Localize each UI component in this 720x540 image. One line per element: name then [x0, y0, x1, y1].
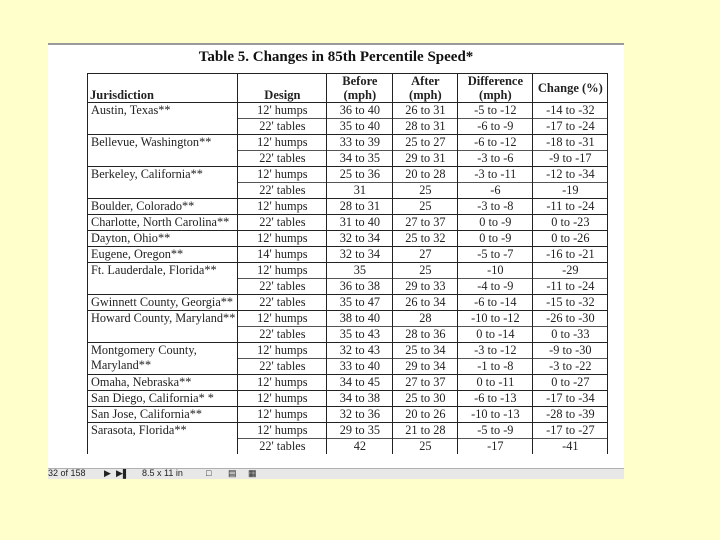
- design-cell: 12' humps: [238, 231, 327, 247]
- difference-cell: -3 to -11: [458, 167, 533, 183]
- design-cell: 12' humps: [238, 407, 327, 423]
- after-cell: 28 to 31: [393, 119, 458, 135]
- difference-cell: -10 to -13: [458, 407, 533, 423]
- table-row: [88, 199, 608, 215]
- change-cell: 0 to -26: [533, 231, 608, 247]
- after-cell: 21 to 28: [393, 423, 458, 439]
- before-cell: 38 to 40: [327, 311, 393, 327]
- after-cell: 25 to 30: [393, 391, 458, 407]
- header-after: After (mph): [393, 74, 458, 103]
- design-cell: 22' tables: [238, 279, 327, 295]
- jurisdiction-cell: Montgomery County, Maryland**: [88, 343, 238, 375]
- table-row: [88, 215, 608, 231]
- after-cell: 27 to 37: [393, 375, 458, 391]
- single-page-icon[interactable]: □: [206, 468, 212, 478]
- change-cell: -29: [533, 263, 608, 279]
- jurisdiction-cell: Dayton, Ohio**: [88, 231, 238, 247]
- change-cell: 0 to -23: [533, 215, 608, 231]
- change-cell: -11 to -24: [533, 279, 608, 295]
- design-cell: 22' tables: [238, 295, 327, 311]
- table-row: [88, 231, 608, 247]
- before-cell: 32 to 34: [327, 247, 393, 263]
- difference-cell: -6 to -13: [458, 391, 533, 407]
- jurisdiction-cell: San Diego, California* *: [88, 391, 238, 407]
- before-cell: 34 to 38: [327, 391, 393, 407]
- difference-cell: -5 to -12: [458, 103, 533, 119]
- design-cell: 12' humps: [238, 375, 327, 391]
- change-cell: -11 to -24: [533, 199, 608, 215]
- change-cell: -12 to -34: [533, 167, 608, 183]
- before-cell: 32 to 43: [327, 343, 393, 359]
- jurisdiction-cell: Gwinnett County, Georgia**: [88, 295, 238, 311]
- design-cell: 12' humps: [238, 311, 327, 327]
- difference-cell: -3 to -12: [458, 343, 533, 359]
- page-size: 8.5 x 11 in: [142, 468, 183, 478]
- design-cell: 22' tables: [238, 439, 327, 455]
- after-cell: 25: [393, 439, 458, 455]
- table-row: [88, 375, 608, 391]
- before-cell: 35 to 47: [327, 295, 393, 311]
- difference-cell: -6: [458, 183, 533, 199]
- jurisdiction-cell: Austin, Texas**: [88, 103, 238, 135]
- jurisdiction-cell: Eugene, Oregon**: [88, 247, 238, 263]
- difference-cell: 0 to -14: [458, 327, 533, 343]
- design-cell: 12' humps: [238, 103, 327, 119]
- difference-cell: -10 to -12: [458, 311, 533, 327]
- change-cell: -9 to -30: [533, 343, 608, 359]
- document-page: [48, 43, 624, 470]
- before-cell: 32 to 36: [327, 407, 393, 423]
- before-cell: 31 to 40: [327, 215, 393, 231]
- design-cell: 22' tables: [238, 359, 327, 375]
- after-cell: 25 to 27: [393, 135, 458, 151]
- after-cell: 27 to 37: [393, 215, 458, 231]
- after-cell: 25: [393, 183, 458, 199]
- after-cell: 27: [393, 247, 458, 263]
- page-indicator[interactable]: 32 of 158: [48, 468, 86, 478]
- design-cell: 22' tables: [238, 151, 327, 167]
- after-cell: 28 to 36: [393, 327, 458, 343]
- difference-cell: -3 to -8: [458, 199, 533, 215]
- before-cell: 25 to 36: [327, 167, 393, 183]
- before-cell: 36 to 38: [327, 279, 393, 295]
- after-cell: 26 to 31: [393, 103, 458, 119]
- jurisdiction-cell: Boulder, Colorado**: [88, 199, 238, 215]
- before-cell: 35: [327, 263, 393, 279]
- continuous-icon[interactable]: ▤: [228, 468, 237, 478]
- last-page-icon[interactable]: ▶▌: [116, 468, 130, 478]
- change-cell: -17 to -27: [533, 423, 608, 439]
- before-cell: 29 to 35: [327, 423, 393, 439]
- difference-cell: -17: [458, 439, 533, 455]
- table-body: [88, 103, 608, 455]
- difference-cell: -6 to -12: [458, 135, 533, 151]
- design-cell: 12' humps: [238, 391, 327, 407]
- jurisdiction-cell: San Jose, California**: [88, 407, 238, 423]
- change-cell: -18 to -31: [533, 135, 608, 151]
- after-cell: 25: [393, 199, 458, 215]
- change-cell: -16 to -21: [533, 247, 608, 263]
- change-cell: -28 to -39: [533, 407, 608, 423]
- speed-table: [87, 73, 608, 454]
- after-cell: 20 to 26: [393, 407, 458, 423]
- table-row: [88, 295, 608, 311]
- header-before: Before (mph): [327, 74, 393, 103]
- table-row: [88, 167, 608, 183]
- difference-cell: 0 to -9: [458, 231, 533, 247]
- change-cell: -17 to -34: [533, 391, 608, 407]
- after-cell: 29 to 33: [393, 279, 458, 295]
- jurisdiction-cell: Charlotte, North Carolina**: [88, 215, 238, 231]
- design-cell: 12' humps: [238, 423, 327, 439]
- change-cell: -3 to -22: [533, 359, 608, 375]
- next-page-icon[interactable]: ▶: [104, 468, 111, 478]
- jurisdiction-cell: Sarasota, Florida**: [88, 423, 238, 455]
- change-cell: -17 to -24: [533, 119, 608, 135]
- change-cell: -41: [533, 439, 608, 455]
- before-cell: 36 to 40: [327, 103, 393, 119]
- table-row: [88, 263, 608, 279]
- before-cell: 28 to 31: [327, 199, 393, 215]
- before-cell: 33 to 40: [327, 359, 393, 375]
- difference-cell: -10: [458, 263, 533, 279]
- header-difference: Difference (mph): [458, 74, 533, 103]
- table-row: [88, 311, 608, 327]
- difference-cell: -1 to -8: [458, 359, 533, 375]
- change-cell: -9 to -17: [533, 151, 608, 167]
- before-cell: 42: [327, 439, 393, 455]
- table-row: [88, 391, 608, 407]
- table-row: [88, 247, 608, 263]
- before-cell: 35 to 40: [327, 119, 393, 135]
- change-cell: -19: [533, 183, 608, 199]
- jurisdiction-cell: Howard County, Maryland**: [88, 311, 238, 343]
- after-cell: 29 to 34: [393, 359, 458, 375]
- after-cell: 26 to 34: [393, 295, 458, 311]
- jurisdiction-cell: Bellevue, Washington**: [88, 135, 238, 167]
- difference-cell: -5 to -9: [458, 423, 533, 439]
- change-cell: -26 to -30: [533, 311, 608, 327]
- after-cell: 25 to 34: [393, 343, 458, 359]
- design-cell: 22' tables: [238, 327, 327, 343]
- after-cell: 28: [393, 311, 458, 327]
- change-cell: 0 to -33: [533, 327, 608, 343]
- design-cell: 22' tables: [238, 215, 327, 231]
- jurisdiction-cell: Omaha, Nebraska**: [88, 375, 238, 391]
- design-cell: 12' humps: [238, 263, 327, 279]
- table-row: [88, 103, 608, 119]
- table-title: Table 5. Changes in 85th Percentile Speed*: [198, 49, 474, 65]
- design-cell: 14' humps: [238, 247, 327, 263]
- difference-cell: -5 to -7: [458, 247, 533, 263]
- jurisdiction-cell: Berkeley, California**: [88, 167, 238, 199]
- table-row: [88, 423, 608, 439]
- before-cell: 34 to 35: [327, 151, 393, 167]
- header-change: Change (%): [533, 74, 608, 103]
- after-cell: 25: [393, 263, 458, 279]
- before-cell: 34 to 45: [327, 375, 393, 391]
- difference-cell: -3 to -6: [458, 151, 533, 167]
- before-cell: 33 to 39: [327, 135, 393, 151]
- difference-cell: 0 to -9: [458, 215, 533, 231]
- difference-cell: -4 to -9: [458, 279, 533, 295]
- before-cell: 35 to 43: [327, 327, 393, 343]
- difference-cell: -6 to -9: [458, 119, 533, 135]
- difference-cell: 0 to -11: [458, 375, 533, 391]
- design-cell: 12' humps: [238, 135, 327, 151]
- facing-icon[interactable]: ▦: [248, 468, 257, 478]
- status-bar: [48, 468, 624, 479]
- design-cell: 12' humps: [238, 167, 327, 183]
- table-row: [88, 407, 608, 423]
- design-cell: 12' humps: [238, 343, 327, 359]
- before-cell: 32 to 34: [327, 231, 393, 247]
- design-cell: 22' tables: [238, 119, 327, 135]
- after-cell: 29 to 31: [393, 151, 458, 167]
- design-cell: 22' tables: [238, 183, 327, 199]
- change-cell: -15 to -32: [533, 295, 608, 311]
- design-cell: 12' humps: [238, 199, 327, 215]
- before-cell: 31: [327, 183, 393, 199]
- after-cell: 20 to 28: [393, 167, 458, 183]
- header-row: [88, 74, 608, 103]
- difference-cell: -6 to -14: [458, 295, 533, 311]
- after-cell: 25 to 32: [393, 231, 458, 247]
- table-row: [88, 343, 608, 359]
- jurisdiction-cell: Ft. Lauderdale, Florida**: [88, 263, 238, 295]
- header-design: Design: [238, 74, 327, 103]
- table-row: [88, 135, 608, 151]
- change-cell: -14 to -32: [533, 103, 608, 119]
- header-jurisdiction: Jurisdiction: [88, 74, 238, 103]
- change-cell: 0 to -27: [533, 375, 608, 391]
